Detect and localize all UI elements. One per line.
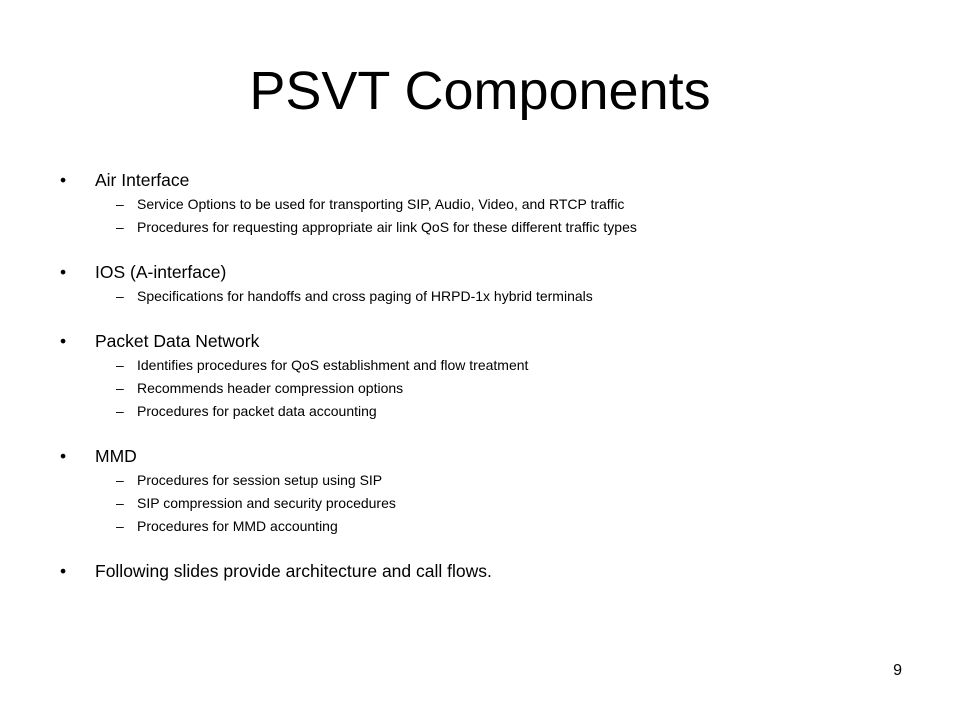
page-number: 9 <box>893 662 902 679</box>
sub-bullet-item <box>58 493 918 516</box>
dash-glyph: – <box>116 472 124 488</box>
bullet-glyph: • <box>60 331 67 351</box>
bullet-text: Packet Data Network <box>95 331 260 351</box>
sub-bullet-text: Recommends header compression options <box>137 380 404 396</box>
dash-glyph: – <box>116 357 124 373</box>
sub-bullet-text: Service Options to be used for transporting SIP, Audio, Video, and RTCP traffic <box>137 196 625 212</box>
dash-glyph: – <box>116 495 124 511</box>
sub-bullet-item <box>58 194 918 217</box>
bullet-glyph: • <box>60 262 67 282</box>
bullet-item <box>58 444 918 470</box>
dash-glyph: – <box>116 403 124 419</box>
sub-bullet-item <box>58 470 918 493</box>
bullet-text: Air Interface <box>95 170 190 190</box>
section-following-slides <box>58 559 918 585</box>
sub-bullet-item <box>58 378 918 401</box>
dash-glyph: – <box>116 288 124 304</box>
bullet-item <box>58 260 918 286</box>
bullet-item <box>58 168 918 194</box>
bullet-glyph: • <box>60 446 67 466</box>
sub-bullet-text: SIP compression and security procedures <box>137 495 396 511</box>
sub-bullet-text: Procedures for MMD accounting <box>137 518 338 534</box>
sub-bullet-text: Procedures for packet data accounting <box>137 403 377 419</box>
sub-bullet-text: Identifies procedures for QoS establishment and flow treatment <box>137 357 529 373</box>
sub-bullet-text: Procedures for requesting appropriate air link QoS for these different traffic types <box>137 219 637 235</box>
bullet-list <box>58 168 918 585</box>
bullet-glyph: • <box>60 561 67 581</box>
bullet-item <box>58 329 918 355</box>
bullet-text: IOS (A-interface) <box>95 262 227 282</box>
bullet-glyph: • <box>60 170 67 190</box>
dash-glyph: – <box>116 196 124 212</box>
section-mmd <box>58 444 918 539</box>
section-air-interface <box>58 168 918 240</box>
sub-bullet-item <box>58 401 918 424</box>
sub-bullet-text: Procedures for session setup using SIP <box>137 472 383 488</box>
bullet-text: MMD <box>95 446 137 466</box>
sub-bullet-item <box>58 217 918 240</box>
sub-bullet-text: Specifications for handoffs and cross paging of HRPD-1x hybrid terminals <box>137 288 593 304</box>
sub-bullet-item <box>58 516 918 539</box>
bullet-item <box>58 559 918 585</box>
sub-bullet-item <box>58 286 918 309</box>
slide-title: PSVT Components <box>249 61 711 121</box>
section-packet-data-network <box>58 329 918 424</box>
dash-glyph: – <box>116 518 124 534</box>
bullet-text: Following slides provide architecture and call flows. <box>95 561 492 581</box>
section-ios <box>58 260 918 309</box>
dash-glyph: – <box>116 380 124 396</box>
dash-glyph: – <box>116 219 124 235</box>
sub-bullet-item <box>58 355 918 378</box>
